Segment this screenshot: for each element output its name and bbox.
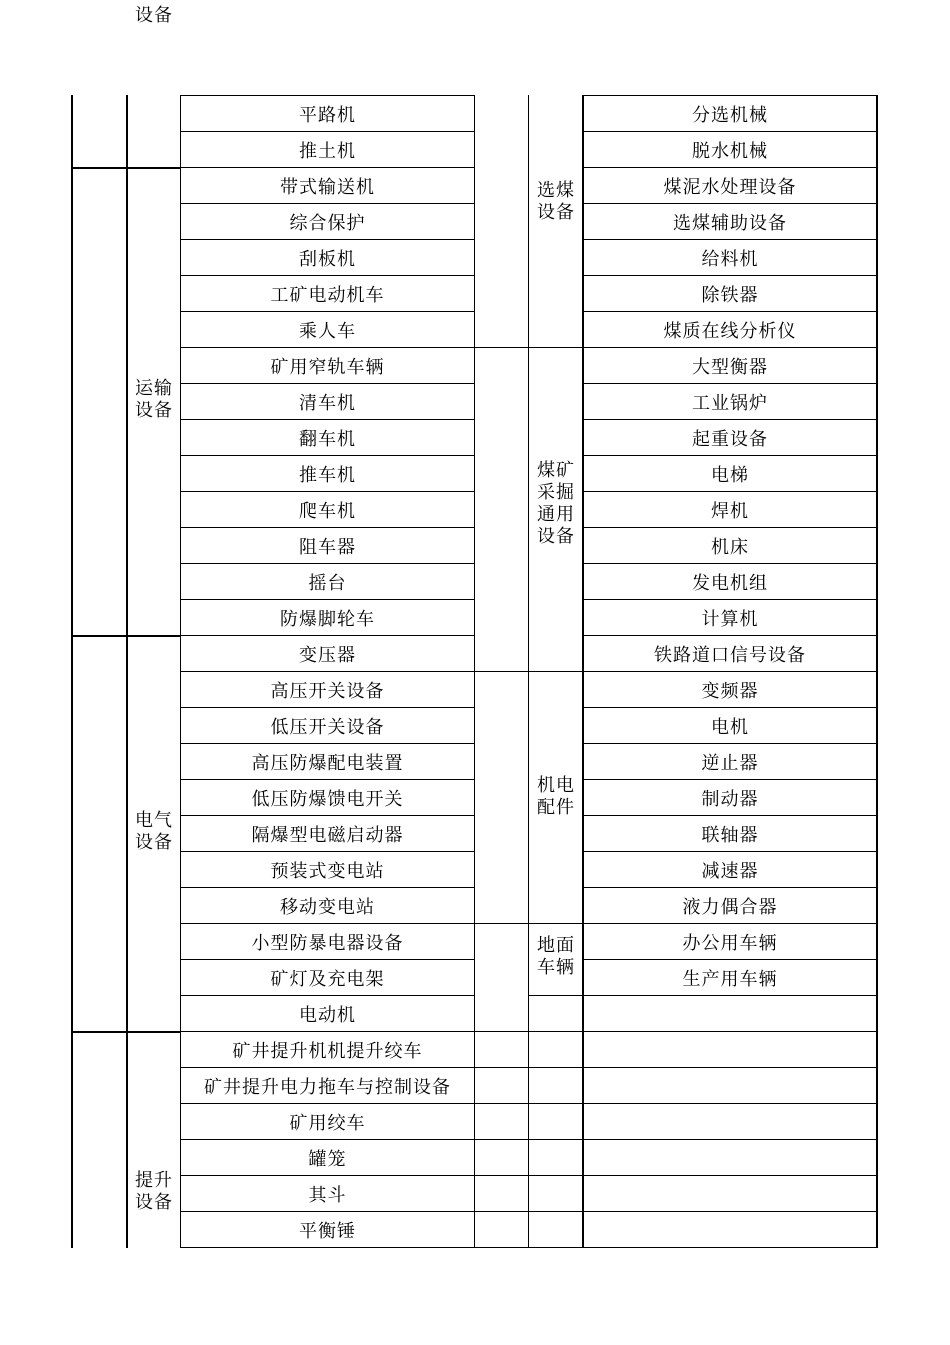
right-item-cell: 煤质在线分析仪 xyxy=(663,320,797,342)
right-item-cell: 给料机 xyxy=(701,248,759,270)
left-item-cell: 带式输送机 xyxy=(280,176,375,198)
border-right-category-row xyxy=(528,1211,583,1212)
left-item-cell: 电动机 xyxy=(299,1004,356,1026)
right-item-cell xyxy=(584,1032,876,1067)
right-category-label xyxy=(537,775,575,819)
left-category-label-line: 设备 xyxy=(135,1192,173,1213)
right-item-cell: 大型衡器 xyxy=(692,356,768,378)
right-item-cell: 电机 xyxy=(711,716,749,738)
left-item-cell: 阻车器 xyxy=(299,536,356,558)
left-item-cell: 防爆脚轮车 xyxy=(280,608,375,630)
right-item-cell: 除铁器 xyxy=(701,284,759,306)
page-header: 设备 xyxy=(135,5,173,26)
border-right-category-group xyxy=(528,347,583,348)
right-item-cell: 脱水机械 xyxy=(692,140,768,162)
right-category-label-line: 配件 xyxy=(537,797,575,818)
border-row-right-item xyxy=(582,1247,877,1248)
left-item-cell: 平衡锤 xyxy=(299,1220,356,1242)
border-right-category-row xyxy=(528,1067,583,1068)
border-middle-row xyxy=(474,1211,529,1212)
border-middle-group xyxy=(474,347,529,348)
right-item-cell xyxy=(584,1140,876,1175)
left-item-cell: 罐笼 xyxy=(308,1148,347,1170)
left-item-cell: 摇台 xyxy=(308,572,347,594)
left-item-cell: 清车机 xyxy=(299,392,356,414)
left-category-label xyxy=(135,810,173,854)
border-col-outer-left xyxy=(71,95,73,1248)
left-item-cell: 低压防爆馈电开关 xyxy=(251,788,404,810)
border-right-category-group xyxy=(528,671,583,672)
border-left-group xyxy=(71,167,181,169)
border-right-category-row xyxy=(528,1247,583,1248)
border-right-category-row xyxy=(528,995,583,996)
right-item-cell: 煤泥水处理设备 xyxy=(663,176,797,198)
right-item-cell: 计算机 xyxy=(701,608,759,630)
right-item-cell: 生产用车辆 xyxy=(682,968,778,990)
border-middle-row xyxy=(474,1247,529,1248)
right-item-cell: 联轴器 xyxy=(701,824,759,846)
border-middle-row xyxy=(474,1067,529,1068)
left-category-label-line: 设备 xyxy=(135,832,173,853)
right-item-cell xyxy=(584,1212,876,1247)
left-item-cell: 低压开关设备 xyxy=(270,716,385,738)
right-item-cell: 制动器 xyxy=(701,788,759,810)
left-item-cell: 高压开关设备 xyxy=(270,680,385,702)
left-category-label xyxy=(135,1170,173,1214)
left-item-cell: 其斗 xyxy=(308,1184,347,1206)
border-middle-row xyxy=(474,1139,529,1140)
left-item-cell: 预装式变电站 xyxy=(270,860,385,882)
border-row-left-item xyxy=(180,1247,475,1248)
border-middle-group xyxy=(474,671,529,672)
right-category-label-line: 机电 xyxy=(537,775,575,796)
left-item-cell: 矿井提升机机提升绞车 xyxy=(232,1040,423,1062)
right-category-label-line: 通用 xyxy=(537,504,575,525)
right-category-label-line: 煤矿 xyxy=(537,460,575,481)
border-right-category-row xyxy=(528,1103,583,1104)
left-item-cell: 矿用窄轨车辆 xyxy=(270,356,385,378)
right-category-label-line: 车辆 xyxy=(537,957,575,978)
right-item-cell: 选煤辅助设备 xyxy=(673,212,787,234)
right-item-cell: 机床 xyxy=(711,536,749,558)
left-item-cell: 移动变电站 xyxy=(280,896,375,918)
right-category-label xyxy=(537,180,575,224)
right-category-label xyxy=(537,935,575,979)
right-item-cell: 焊机 xyxy=(711,500,749,522)
border-right-category-row xyxy=(528,1139,583,1140)
right-item-cell: 发电机组 xyxy=(692,572,768,594)
right-item-cell xyxy=(584,996,876,1031)
border-right-category-group xyxy=(528,923,583,924)
right-category-label-line: 选煤 xyxy=(537,180,575,201)
right-item-cell xyxy=(584,1104,876,1139)
right-item-cell xyxy=(584,1068,876,1103)
border-middle-group xyxy=(474,923,529,924)
left-item-cell: 矿灯及充电架 xyxy=(270,968,385,990)
right-category-label xyxy=(537,460,575,548)
border-middle-row xyxy=(474,1175,529,1176)
left-item-cell: 推土机 xyxy=(299,140,356,162)
border-right-category-row xyxy=(528,1031,583,1032)
border-middle-row xyxy=(474,1103,529,1104)
left-category-label-line: 运输 xyxy=(135,378,173,399)
left-item-cell: 综合保护 xyxy=(289,212,366,234)
left-item-cell: 变压器 xyxy=(299,644,356,666)
right-category-label-line: 设备 xyxy=(537,202,575,223)
left-item-cell: 乘人车 xyxy=(299,320,356,342)
left-item-cell: 爬车机 xyxy=(299,500,356,522)
right-item-cell: 逆止器 xyxy=(701,752,759,774)
left-category-label-line: 电气 xyxy=(135,810,173,831)
left-category-label xyxy=(135,378,173,422)
right-category-label-line: 采掘 xyxy=(537,482,575,503)
border-left-group xyxy=(71,1031,181,1033)
left-item-cell: 矿井提升电力拖车与控制设备 xyxy=(204,1076,451,1098)
left-item-cell: 推车机 xyxy=(299,464,356,486)
right-item-cell: 变频器 xyxy=(701,680,759,702)
right-item-cell: 液力偶合器 xyxy=(682,896,778,918)
right-item-cell xyxy=(584,1176,876,1211)
border-left-group xyxy=(71,635,181,637)
border-middle-row xyxy=(474,1031,529,1032)
left-category-label-line: 设备 xyxy=(135,400,173,421)
left-item-cell: 小型防暴电器设备 xyxy=(251,932,404,954)
right-item-cell: 工业锅炉 xyxy=(692,392,768,414)
right-category-label-line: 设备 xyxy=(537,526,575,547)
left-item-cell: 矿用绞车 xyxy=(289,1112,366,1134)
border-col-category-left xyxy=(126,95,128,1248)
border-right-category-row xyxy=(528,1175,583,1176)
right-item-cell: 办公用车辆 xyxy=(682,932,778,954)
left-item-cell: 平路机 xyxy=(299,104,356,126)
left-item-cell: 隔爆型电磁启动器 xyxy=(251,824,404,846)
left-item-cell: 高压防爆配电装置 xyxy=(251,752,404,774)
left-item-cell: 刮板机 xyxy=(299,248,356,270)
right-item-cell: 起重设备 xyxy=(692,428,768,450)
left-item-cell: 翻车机 xyxy=(299,428,356,450)
left-category-label-line: 提升 xyxy=(135,1170,173,1191)
right-category-label-line: 地面 xyxy=(537,935,575,956)
right-item-cell: 分选机械 xyxy=(692,104,768,126)
right-item-cell: 铁路道口信号设备 xyxy=(654,644,806,666)
left-item-cell: 工矿电动机车 xyxy=(270,284,385,306)
right-item-cell: 电梯 xyxy=(711,464,749,486)
right-item-cell: 减速器 xyxy=(701,860,759,882)
